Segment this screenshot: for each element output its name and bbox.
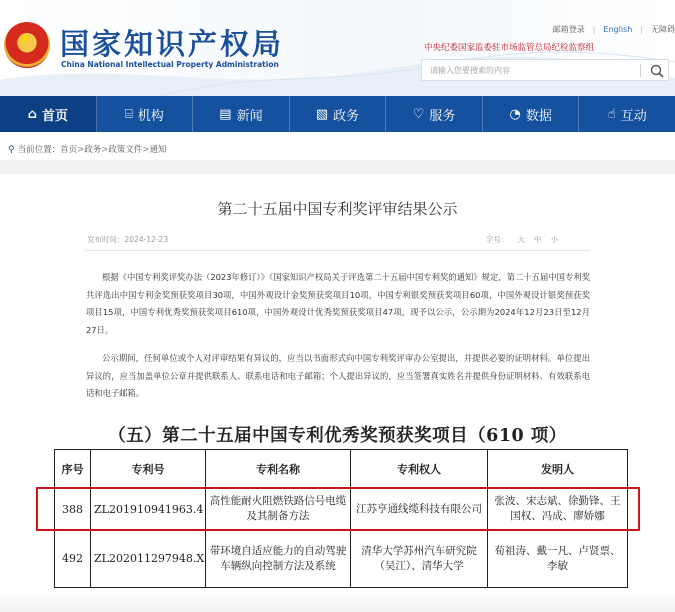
discipline-inspection-link[interactable]: 中央纪委国家监委驻市场监管总局纪检监察组: [424, 43, 595, 53]
accessibility-link[interactable]: 无障碍: [651, 25, 675, 34]
column-header-patent-number: 专利号: [91, 450, 206, 489]
content-divider-band: [0, 160, 675, 174]
site-title[interactable]: 国家知识产权局: [60, 27, 285, 61]
top-links: 邮箱登录 | English | 无障碍: [552, 25, 675, 34]
site-subtitle: China National Intellectual Property Administration: [61, 60, 279, 69]
breadcrumb: ⚲ 当前位置：首页>政务>政策文件>通知: [8, 145, 167, 155]
cell-patent-name: 高性能耐火阻燃铁路信号电缆及其制备方法: [206, 489, 351, 530]
bottom-fade: [0, 588, 675, 612]
english-link[interactable]: English: [603, 25, 633, 34]
cell-patentee: 清华大学苏州汽车研究院（吴江）、清华大学: [351, 530, 488, 588]
institution-icon: ⌸: [124, 106, 133, 122]
publish-date: 发布时间：2024-12-23: [87, 235, 169, 244]
cell-inventors: 荀祖涛、戴一凡、卢贤票、李敏: [488, 530, 628, 588]
font-size-switcher: [486, 234, 558, 245]
article-paragraph-1: 根据《中国专利奖评奖办法（2023年修订）》《国家知识产权局关于评选第二十五届中国专利奖的通知》规定，第二十五届中国专利奖共评选出中国专利金奖预获奖项目30项，中国外观设计金奖预获奖项目10项，中国专利银奖预获奖项目60项，中国外观设计银奖预获奖项目15项，中国专利优秀奖预获奖项目610项，中国外观设计优秀奖预获奖项目47项，现予以公示，公示期为2024年12月23日至12月27日。: [86, 272, 590, 335]
main-nav: [0, 96, 675, 132]
table-header-row: [55, 450, 628, 489]
chart-icon: ◔: [509, 106, 521, 122]
column-header-patent-name: 专利名称: [206, 450, 351, 489]
search-divider: [640, 64, 641, 77]
cell-patent-number: ZL201910941963.4: [91, 489, 206, 530]
nav-item-interaction[interactable]: ☝ 互动: [607, 106, 647, 124]
pointer-icon: ☝: [607, 106, 616, 122]
column-header-patentee: 专利权人: [351, 450, 488, 489]
table-row: [55, 530, 628, 588]
search-icon[interactable]: [650, 64, 664, 78]
cell-patentee: 江苏亨通线缆科技有限公司: [351, 489, 488, 530]
breadcrumb-policy-documents[interactable]: 政策文件: [108, 145, 143, 155]
breadcrumb-prefix: 当前位置：: [17, 145, 61, 155]
table-section-heading: （五）第二十五届中国专利优秀奖预获奖项目（610 项）: [108, 426, 567, 446]
cell-patent-number: ZL202011297948.X: [91, 530, 206, 588]
national-emblem-icon[interactable]: ★: [4, 22, 50, 68]
location-pin-icon: ⚲: [8, 145, 15, 155]
nav-item-government-affairs[interactable]: ▧ 政务: [290, 96, 387, 132]
cell-serial: 388: [55, 489, 91, 530]
site-header: [0, 0, 675, 96]
nav-item-institution[interactable]: ⌸ 机构: [97, 96, 194, 132]
meta-divider: [85, 250, 590, 251]
document-icon: ▧: [315, 106, 329, 122]
article-title: 第二十五届中国专利奖评审结果公示: [217, 200, 458, 218]
highlight-annotation-box: [36, 487, 640, 531]
cell-serial: 492: [55, 530, 91, 588]
nav-item-home[interactable]: ⌂ 首页: [0, 96, 97, 132]
cell-inventors: 张波、宋志斌、徐勤锋、王国权、冯成、廖娇娜: [488, 489, 628, 530]
search-box[interactable]: [421, 59, 669, 81]
article-paragraph-2: 公示期间，任何单位或个人对评审结果有异议的，应当以书面形式向中国专利奖评审办公室提出，并提供必要的证明材料。单位提出异议的，应当加盖单位公章并提供联系人、联系电话和电子邮箱；个人提出异议的，应当签署真实姓名并提供身份证明材料、有效联系电话和电子邮箱。: [86, 353, 590, 398]
breadcrumb-home[interactable]: 首页: [60, 145, 78, 155]
home-icon: ⌂: [27, 106, 37, 122]
nav-item-news[interactable]: ▤ 新闻: [193, 96, 290, 132]
news-icon: ▤: [219, 106, 232, 122]
breadcrumb-government-affairs[interactable]: 政务: [84, 145, 102, 155]
column-header-serial: 序号: [55, 450, 91, 489]
cell-patent-name: 带环境自适应能力的自动驾驶车辆纵向控制方法及系统: [206, 530, 351, 588]
font-size-label: 字号：: [486, 235, 509, 244]
search-input[interactable]: 请输入您要搜索的内容: [430, 66, 510, 75]
mail-login-link[interactable]: 邮箱登录: [552, 25, 585, 34]
column-header-inventors: 发明人: [488, 450, 628, 489]
nav-item-services[interactable]: ♡ 服务: [386, 96, 483, 132]
font-size-large[interactable]: 大: [517, 235, 525, 244]
font-size-small[interactable]: 小: [550, 235, 558, 244]
heart-hand-icon: ♡: [412, 106, 425, 122]
breadcrumb-notices[interactable]: 通知: [149, 145, 167, 155]
font-size-medium[interactable]: 中: [534, 235, 542, 244]
nav-item-data[interactable]: ◔ 数据: [483, 96, 580, 132]
